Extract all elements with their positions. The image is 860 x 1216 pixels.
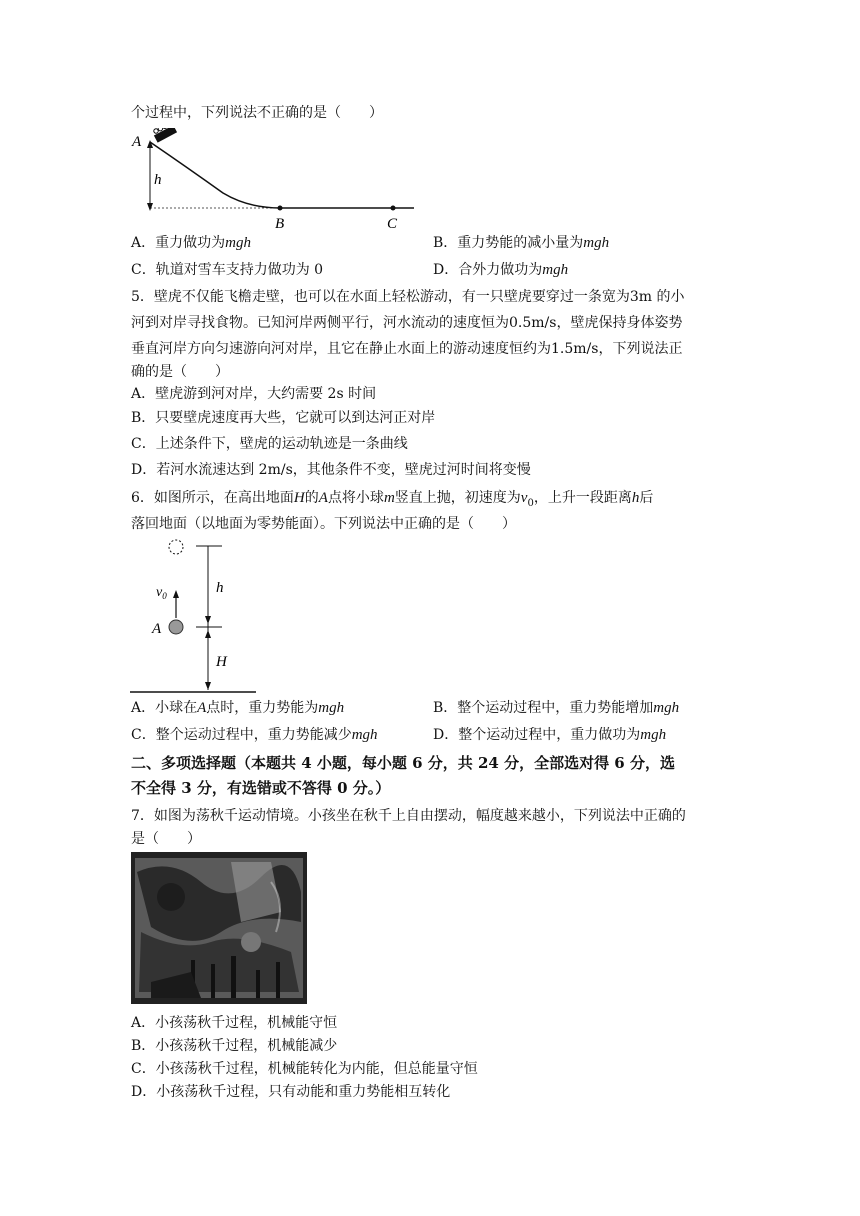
fig-label-a: A — [132, 134, 142, 150]
q6-option-a[interactable]: A．小球在A点时，重力势能为mgh — [131, 700, 345, 716]
section2-heading-line2: 不全得 3 分，有选错或不答得 0 分。） — [131, 779, 391, 797]
q5-option-a[interactable]: A．壁虎游到河对岸，大约需要 2s 时间 — [131, 386, 377, 402]
q5-option-d[interactable]: D．若河水流速达到 2m/s，其他条件不变，壁虎过河时间将变慢 — [131, 462, 531, 478]
q4-option-a[interactable]: A．重力做功为mgh — [131, 235, 251, 251]
fig-label-h: h — [154, 172, 162, 188]
q7-option-b[interactable]: B．小孩荡秋千过程，机械能减少 — [131, 1038, 338, 1054]
q6-option-d[interactable]: D．整个运动过程中，重力做功为mgh — [433, 727, 667, 743]
q5-line2: 河到对岸寻找食物。已知河岸两侧平行，河水流动的速度恒为0.5m/s，壁虎保持身体姿势 — [131, 315, 683, 331]
swing-photo — [131, 852, 307, 1004]
q4-stem-tail: 个过程中，下列说法不正确的是（ ） — [131, 105, 383, 121]
q6-option-b[interactable]: B．整个运动过程中，重力势能增加mgh — [433, 700, 680, 716]
ball-toss-figure — [128, 536, 268, 694]
q7-option-c[interactable]: C．小孩荡秋千过程，机械能转化为内能，但总能量守恒 — [131, 1061, 478, 1077]
q5-option-c[interactable]: C．上述条件下，壁虎的运动轨迹是一条曲线 — [131, 436, 408, 452]
q7-line2: 是（ ） — [131, 831, 201, 847]
q4-option-d[interactable]: D．合外力做功为mgh — [433, 262, 569, 278]
fig-label-H: H — [216, 654, 227, 670]
q4-option-c[interactable]: C．轨道对雪车支持力做功为 0 — [131, 262, 324, 278]
q5-line3: 垂直河岸方向匀速游向河对岸，且它在静止水面上的游动速度恒约为1.5m/s，下列说法正 — [131, 341, 683, 357]
q5-option-b[interactable]: B．只要壁虎速度再大些，它就可以到达河正对岸 — [131, 410, 436, 426]
q4-option-b[interactable]: B．重力势能的减小量为mgh — [433, 235, 610, 251]
fig-label-b: B — [275, 216, 285, 232]
fig-label-c: C — [387, 216, 398, 232]
section2-heading-line1: 二、多项选择题（本题共 4 小题，每小题 6 分，共 24 分，全部选对得 6 分，选 — [131, 754, 675, 772]
q5-line1: 5．壁虎不仅能飞檐走壁，也可以在水面上轻松游动，有一只壁虎要穿过一条宽为3m 的小 — [131, 289, 685, 305]
sled-track-figure — [128, 128, 418, 232]
q7-option-d[interactable]: D．小孩荡秋千过程，只有动能和重力势能相互转化 — [131, 1084, 451, 1100]
fig-label-v0: $v_0$ — [156, 585, 167, 601]
q5-line4: 确的是（ ） — [131, 364, 229, 380]
q7-line1: 7．如图为荡秋千运动情境。小孩坐在秋千上自由摆动，幅度越来越小，下列说法中正确的 — [131, 808, 686, 824]
q6-line2: 落回地面（以地面为零势能面）。下列说法中正确的是（ ） — [131, 516, 516, 532]
fig-label-h: h — [216, 580, 224, 596]
fig-label-a: A — [152, 621, 162, 637]
q6-line1: 6．如图所示，在高出地面H的A点将小球m竖直上抛，初速度为$v_0$，上升一段距离h后 — [131, 490, 654, 509]
q7-option-a[interactable]: A．小孩荡秋千过程，机械能守恒 — [131, 1015, 338, 1031]
q6-option-c[interactable]: C．整个运动过程中，重力势能减少mgh — [131, 727, 378, 743]
